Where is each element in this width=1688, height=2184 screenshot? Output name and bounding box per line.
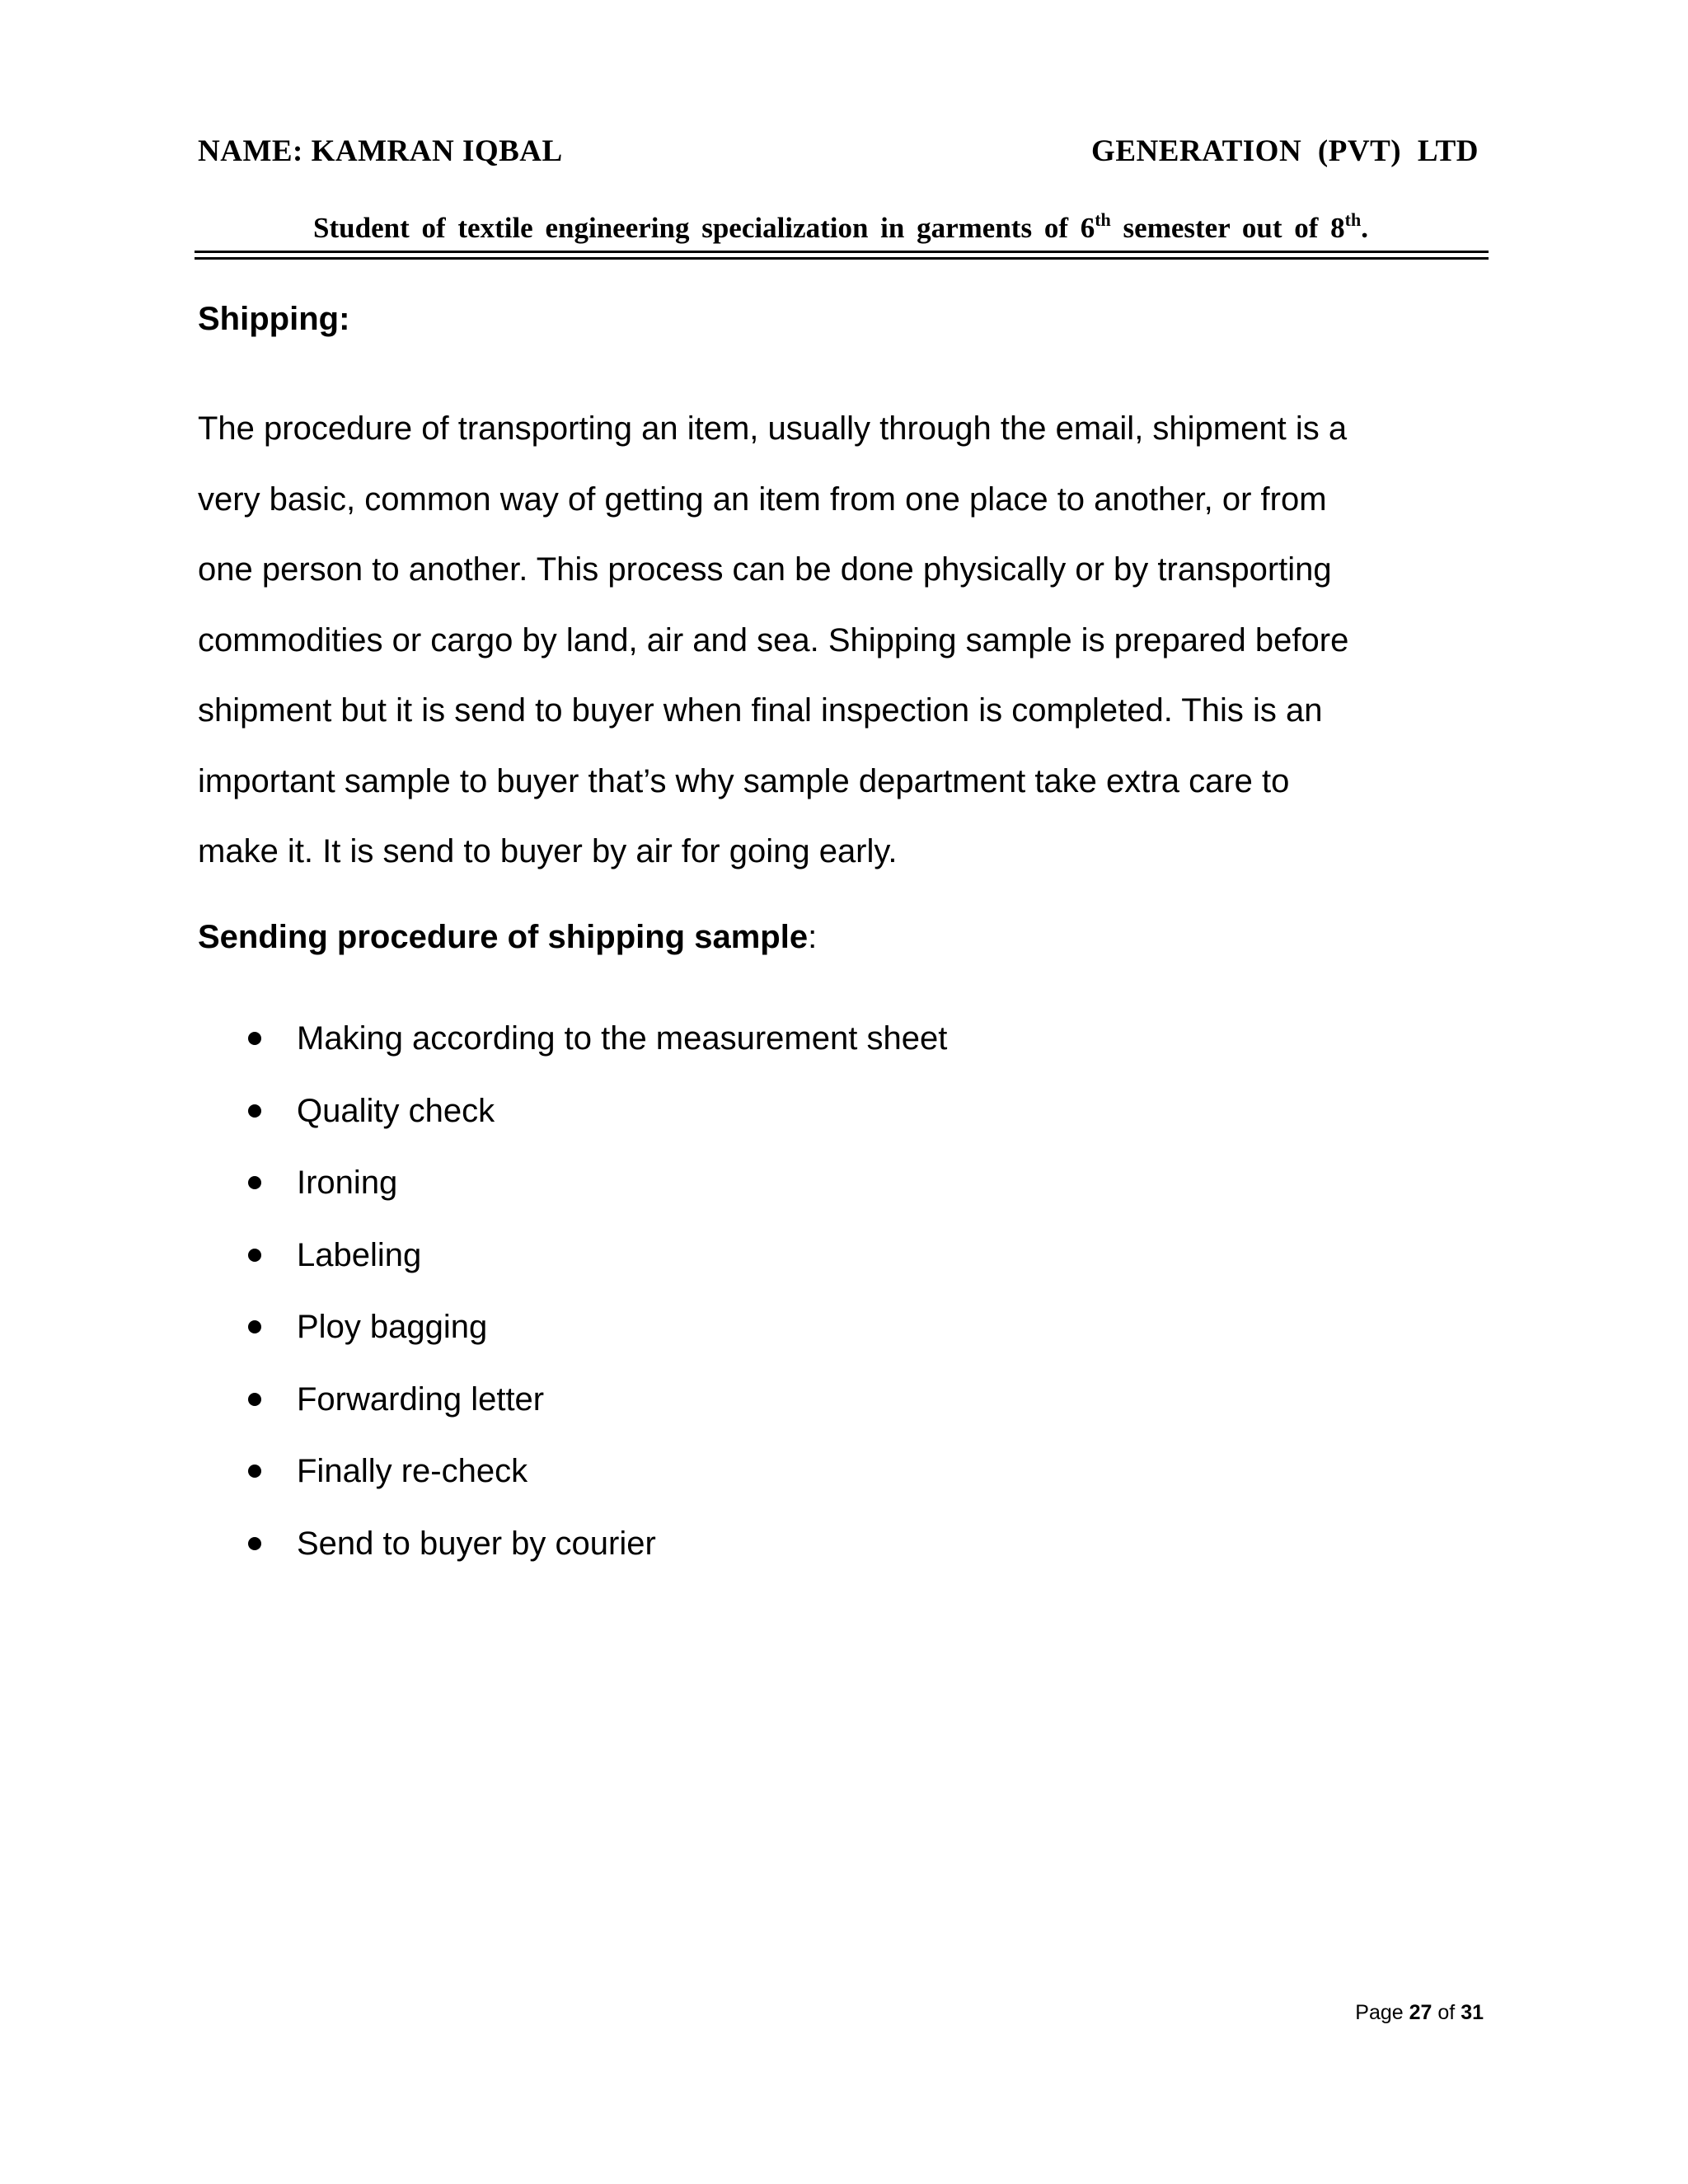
subtitle-text-3: . <box>1361 212 1368 244</box>
list-item-label: Labeling <box>297 1236 422 1273</box>
procedure-list <box>198 1014 947 1591</box>
page-footer <box>1355 2001 1484 2025</box>
header-rule-bottom <box>195 257 1489 260</box>
list-item <box>198 1375 947 1447</box>
subtitle-text-1: Student of textile engineering specialization in garments of 6 <box>313 212 1095 244</box>
paragraph-line: shipment but it is send to buyer when final inspection is completed. This is an <box>198 692 1323 729</box>
paragraph-line: The procedure of transporting an item, usually through the email, shipment is a <box>198 410 1348 447</box>
bullet-icon <box>248 1249 261 1262</box>
sending-heading-text: Sending procedure of shipping sample <box>198 919 809 955</box>
paragraph-line: very basic, common way of getting an item from one place to another, or from <box>198 480 1327 518</box>
footer-page-word: Page <box>1355 2001 1404 2024</box>
bullet-icon <box>248 1537 261 1550</box>
list-item <box>198 1158 947 1230</box>
bullet-icon <box>248 1032 261 1045</box>
subtitle-superscript-1: th <box>1095 209 1111 230</box>
sending-heading-colon: : <box>808 919 818 955</box>
header-subtitle <box>198 209 1484 245</box>
header-name: NAME: KAMRAN IQBAL <box>198 134 563 168</box>
list-item-label: Send to buyer by courier <box>297 1525 656 1562</box>
list-item <box>198 1302 947 1375</box>
subtitle-superscript-2: th <box>1344 209 1362 230</box>
list-item <box>198 1519 947 1591</box>
header-rule-top <box>195 251 1489 253</box>
bullet-icon <box>248 1104 261 1118</box>
list-item <box>198 1086 947 1159</box>
list-item-label: Ploy bagging <box>297 1309 488 1345</box>
subtitle-text-2: semester out of 8 <box>1110 212 1345 244</box>
bullet-icon <box>248 1320 261 1333</box>
paragraph-line: important sample to buyer that’s why sample department take extra care to <box>198 762 1290 799</box>
footer-page-number: 27 <box>1409 2001 1432 2024</box>
footer-total-pages: 31 <box>1461 2001 1484 2024</box>
bullet-icon <box>248 1393 261 1406</box>
list-item-label: Finally re-check <box>297 1453 528 1489</box>
list-item-label: Ironing <box>297 1165 398 1201</box>
header-company: GENERATION (PVT) LTD <box>1091 134 1479 168</box>
bullet-icon <box>248 1176 261 1189</box>
shipping-paragraph <box>198 394 1484 888</box>
paragraph-line: commodities or cargo by land, air and sea. Shipping sample is prepared before <box>198 621 1349 658</box>
list-item-label: Quality check <box>297 1092 495 1129</box>
list-item-label: Making according to the measurement sheet <box>297 1020 948 1057</box>
bullet-icon <box>248 1465 261 1478</box>
shipping-heading: Shipping: <box>198 301 350 337</box>
list-item-label: Forwarding letter <box>297 1380 545 1418</box>
list-item <box>198 1230 947 1303</box>
paragraph-line: make it. It is send to buyer by air for going early. <box>198 833 898 869</box>
sending-procedure-heading <box>198 919 817 956</box>
list-item <box>198 1446 947 1519</box>
footer-of-word: of <box>1437 2001 1456 2024</box>
paragraph-line: one person to another. This process can be done physically or by transporting <box>198 551 1332 588</box>
list-item <box>198 1014 947 1086</box>
